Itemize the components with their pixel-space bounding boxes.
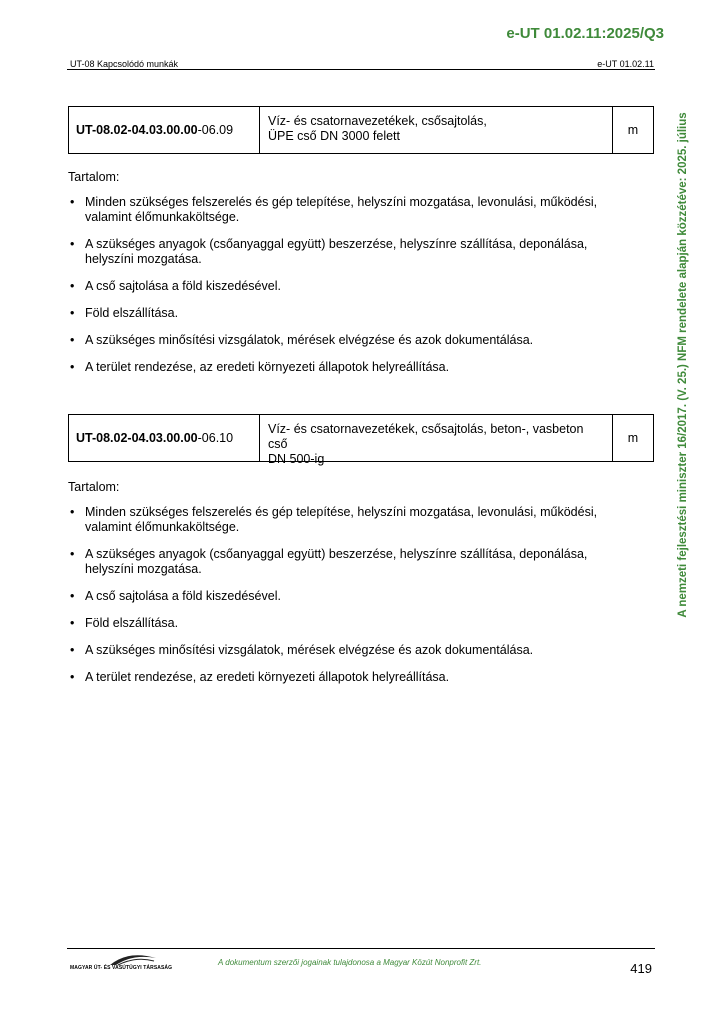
item-description-line: Víz- és csatornavezetékek, csősajtolás, beton-, vasbeton cső: [268, 422, 584, 451]
list-item: • A terület rendezése, az eredeti környezeti állapotok helyreállítása.: [68, 670, 638, 685]
society-logo: [70, 952, 173, 974]
list-item: • Minden szükséges felszerelés és gép telepítése, helyszíni mozgatása, levonulási, működési, valamint élőmunkaköltsége.: [68, 505, 638, 535]
item-code-main: UT-08.02-04.03.00.00: [76, 123, 198, 137]
side-note: [672, 100, 694, 630]
list-item: • Minden szükséges felszerelés és gép telepítése, helyszíni mozgatása, levonulási, működési, valamint élőmunkaköltsége.: [68, 195, 638, 225]
footer-copyright: A dokumentum szerzői jogainak tulajdonosa a Magyar Közút Nonprofit Zrt.: [218, 958, 482, 967]
header-rule: [67, 69, 655, 70]
list-item: • A cső sajtolása a föld kiszedésével.: [68, 589, 638, 604]
item-content: [68, 170, 638, 387]
list-item: • Föld elszállítása.: [68, 306, 638, 321]
list-item: • A cső sajtolása a föld kiszedésével.: [68, 279, 638, 294]
item-code-suffix: -06.10: [197, 431, 234, 445]
item-unit: m: [627, 431, 639, 445]
item-code: [69, 107, 260, 153]
item-description: [260, 107, 613, 153]
list-item: • A terület rendezése, az eredeti környezeti állapotok helyreállítása.: [68, 360, 638, 375]
item-table: [68, 106, 654, 154]
item-code: [69, 415, 260, 461]
list-item: • A szükséges minősítési vizsgálatok, mérések elvégzése és azok dokumentálása.: [68, 333, 638, 348]
list-item: • Föld elszállítása.: [68, 616, 638, 631]
item-description-line: DN 500-ig: [268, 452, 325, 466]
content-label: Tartalom:: [68, 170, 120, 184]
content-label: Tartalom:: [68, 480, 120, 494]
road-arc-icon: [108, 952, 158, 966]
list-item: • A szükséges minősítési vizsgálatok, mérések elvégzése és azok dokumentálása.: [68, 643, 638, 658]
item-description: [260, 415, 613, 466]
list-item: • A szükséges anyagok (csőanyaggal együtt) beszerzése, helyszínre szállítása, deponálása, helyszíni mozgatása.: [68, 237, 638, 267]
header-chapter: UT-08 Kapcsolódó munkák: [70, 59, 179, 69]
content-list: [68, 195, 638, 375]
header-doc-ref: e-UT 01.02.11: [597, 59, 654, 69]
doc-code: e-UT 01.02.11:2025/Q3: [506, 25, 664, 42]
item-content: [68, 480, 638, 697]
footer-rule: [67, 948, 655, 949]
item-table: [68, 414, 654, 466]
item-description-line: ÜPE cső DN 3000 felett: [268, 129, 401, 143]
item-code-main: UT-08.02-04.03.00.00: [76, 431, 198, 445]
side-note-text: A nemzeti fejlesztési miniszter 16/2017. (V. 25.) NFM rendelete alapján közzétéve: 2025. július: [677, 112, 689, 618]
item-code-suffix: -06.09: [197, 123, 234, 137]
content-list: [68, 505, 638, 685]
page-number: 419: [630, 961, 652, 976]
item-description-line: Víz- és csatornavezetékek, csősajtolás,: [268, 114, 487, 128]
list-item: • A szükséges anyagok (csőanyaggal együtt) beszerzése, helyszínre szállítása, deponálása, helyszíni mozgatása.: [68, 547, 638, 577]
item-unit: m: [627, 123, 639, 137]
logo-text: MAGYAR ÚT- ÉS VASÚTÜGYI TÁRSASÁG: [70, 965, 173, 971]
